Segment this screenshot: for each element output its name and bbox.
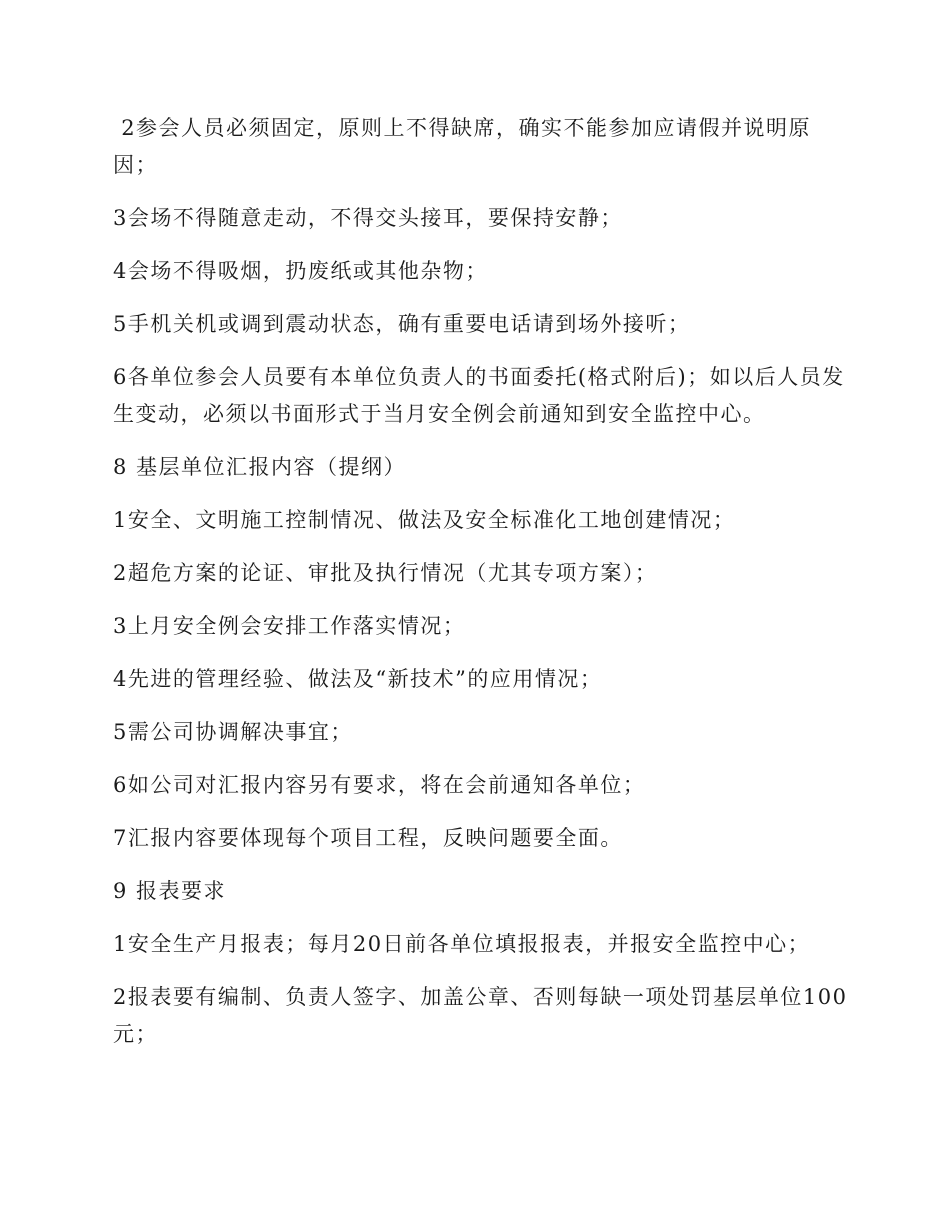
section-heading-report-outline: 8 基层单位汇报内容（提纲） [113, 455, 407, 479]
section-heading-report-requirements: 9 报表要求 [113, 879, 227, 903]
paragraph-report-coverage: 7汇报内容要体现每个项目工程，反映问题要全面。 [113, 826, 623, 850]
document-body [113, 110, 853, 1069]
paragraph-attendance-fixed: 2参会人员必须固定，原则上不得缺席，确实不能参加应请假并说明原因； [113, 116, 812, 177]
paragraph-safety-control: 1安全、文明施工控制情况、做法及安全标准化工地创建情况； [113, 508, 736, 532]
paragraph-monthly-report: 1安全生产月报表；每月20日前各单位填报报表，并报安全监控中心； [113, 932, 811, 956]
paragraph-new-technology: 4先进的管理经验、做法及“新技术”的应用情况； [113, 667, 603, 691]
paragraph-hazard-plan: 2超危方案的论证、审批及执行情况（尤其专项方案）； [113, 561, 658, 585]
paragraph-written-authorization: 6各单位参会人员要有本单位负责人的书面委托(格式附后)；如以后人员发生变动，必须以书面形式于当月安全例会前通知到安全监控中心。 [113, 365, 845, 426]
paragraph-no-walking: 3会场不得随意走动，不得交头接耳，要保持安静； [113, 206, 623, 230]
paragraph-additional-requirements: 6如公司对汇报内容另有要求，将在会前通知各单位； [113, 773, 646, 797]
paragraph-report-signature: 2报表要有编制、负责人签字、加盖公章、否则每缺一项处罚基层单位100元； [113, 985, 848, 1046]
paragraph-last-month-work: 3上月安全例会安排工作落实情况； [113, 614, 466, 638]
paragraph-no-smoking: 4会场不得吸烟，扔废纸或其他杂物； [113, 259, 488, 283]
paragraph-coordination: 5需公司协调解决事宜； [113, 720, 353, 744]
paragraph-phone-silent: 5手机关机或调到震动状态，确有重要电话请到场外接听； [113, 312, 691, 336]
